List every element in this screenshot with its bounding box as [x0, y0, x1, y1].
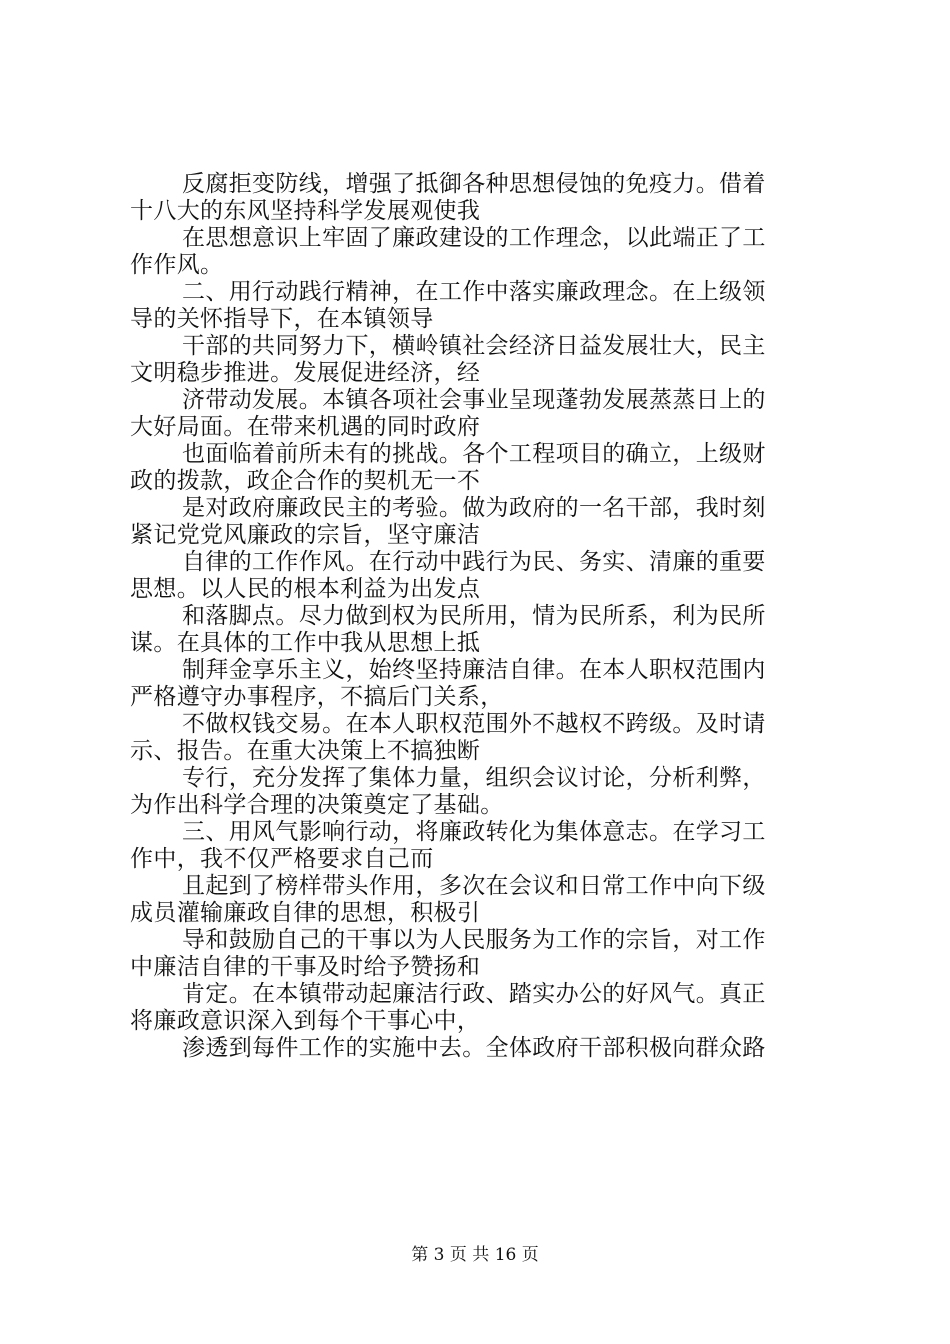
text-line: 严格遵守办事程序，不搞后门关系， [130, 684, 504, 710]
text-line: 十八大的东风坚持科学发展观使我 [130, 198, 481, 224]
text-line: 思想。以人民的根本利益为出发点 [130, 576, 481, 602]
text-line: 和落脚点。尽力做到权为民所用，情为民所系，利为民所 [182, 603, 766, 629]
text-line: 是对政府廉政民主的考验。做为政府的一名干部，我时刻 [182, 495, 766, 521]
text-line: 文明稳步推进。发展促进经济，经 [130, 360, 481, 386]
text-line: 政的拨款，政企合作的契机无一不 [130, 468, 481, 494]
text-line: 作作风。 [130, 252, 224, 278]
text-line: 成员灌输廉政自律的思想，积极引 [130, 900, 481, 926]
text-line: 渗透到每件工作的实施中去。全体政府干部积极向群众路 [182, 1035, 766, 1061]
text-line: 为作出科学合理的决策奠定了基础。 [130, 792, 504, 818]
text-line: 且起到了榜样带头作用，多次在会议和日常工作中向下级 [182, 873, 766, 899]
text-line: 中廉洁自律的干事及时给予赞扬和 [130, 954, 481, 980]
text-line: 自律的工作作风。在行动中践行为民、务实、清廉的重要 [182, 549, 766, 575]
text-line: 导和鼓励自己的干事以为人民服务为工作的宗旨，对工作 [182, 927, 766, 953]
text-line: 反腐拒变防线，增强了抵御各种思想侵蚀的免疫力。借着 [182, 171, 766, 197]
text-line: 专行，充分发挥了集体力量，组织会议讨论，分析利弊， [182, 765, 766, 791]
text-line: 紧记党党风廉政的宗旨，坚守廉洁 [130, 522, 481, 548]
text-line: 肯定。在本镇带动起廉洁行政、踏实办公的好风气。真正 [182, 981, 766, 1007]
page-number-footer: 第 3 页 共 16 页 [411, 1245, 539, 1265]
text-line: 三、用风气影响行动，将廉政转化为集体意志。在学习工 [182, 819, 766, 845]
text-line: 导的关怀指导下，在本镇领导 [130, 306, 434, 332]
text-line: 干部的共同努力下，横岭镇社会经济日益发展壮大，民主 [182, 333, 766, 359]
text-line: 将廉政意识深入到每个干事心中， [130, 1008, 481, 1034]
text-line: 大好局面。在带来机遇的同时政府 [130, 414, 481, 440]
text-line: 作中，我不仅严格要求自己而 [130, 846, 434, 872]
text-line: 济带动发展。本镇各项社会事业呈现蓬勃发展蒸蒸日上的 [182, 387, 766, 413]
document-body [130, 171, 842, 1062]
text-line: 制拜金享乐主义，始终坚持廉洁自律。在本人职权范围内 [182, 657, 766, 683]
text-line: 也面临着前所未有的挑战。各个工程项目的确立，上级财 [182, 441, 766, 467]
text-line: 不做权钱交易。在本人职权范围外不越权不跨级。及时请 [182, 711, 766, 737]
text-line: 示、报告。在重大决策上不搞独断 [130, 738, 481, 764]
text-line: 在思想意识上牢固了廉政建设的工作理念，以此端正了工 [182, 225, 766, 251]
text-line: 二、用行动践行精神，在工作中落实廉政理念。在上级领 [182, 279, 766, 305]
text-line: 谋。在具体的工作中我从思想上抵 [130, 630, 481, 656]
